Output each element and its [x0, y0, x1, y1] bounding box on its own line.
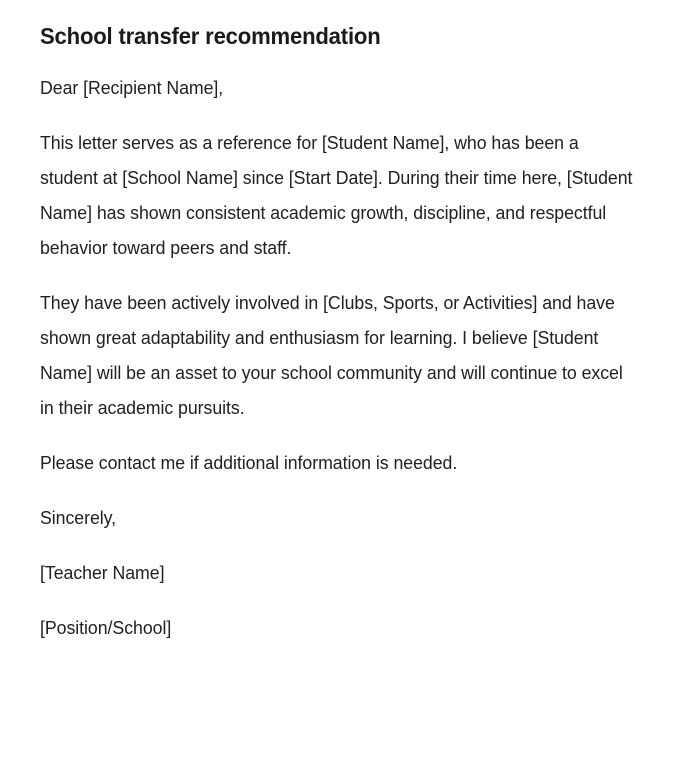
body-paragraph-1: This letter serves as a reference for [Student Name], who has been a student at [School Name] since [Start Date]. During their time here, [Student Name] has shown consistent academic growth, discipline, and respectful behavior toward peers and staff. [40, 132, 633, 258]
closing-salutation: Sincerely, [40, 507, 117, 528]
body-paragraph-2: They have been actively involved in [Clubs, Sports, or Activities] and have shown great adaptability and enthusiasm for learning. I believe [Student Name] will be an asset to your school community and will continue to excel in their academic pursuits. [40, 292, 623, 418]
body-paragraph-3: Please contact me if additional information is needed. [40, 452, 458, 473]
page-title: School transfer recommendation [40, 23, 381, 49]
salutation: Dear [Recipient Name], [40, 77, 224, 98]
signature-name: [Teacher Name] [40, 562, 165, 583]
letter-body [40, 71, 644, 646]
signature-position: [Position/School] [40, 617, 172, 638]
